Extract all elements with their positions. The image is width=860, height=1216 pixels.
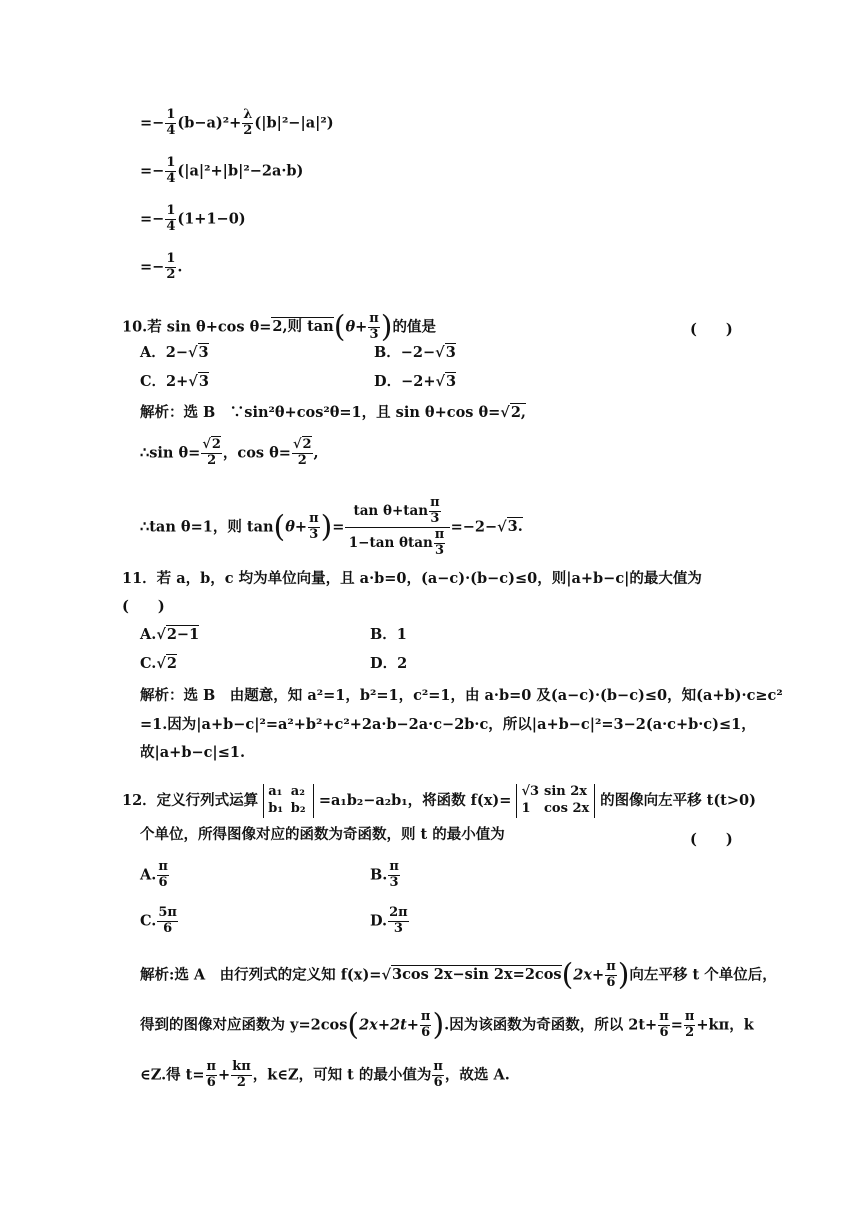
determinant-matrix: √3 sin 2x 1 cos 2x xyxy=(516,784,595,818)
q11-option-c[interactable]: C.√2 xyxy=(140,655,177,672)
q10-option-c[interactable]: C．2+√3 xyxy=(140,373,209,390)
q12-stem: 12．定义行列式运算 a₁ a₂ b₁ b₂ =a₁b₂−a₂b₁，将函数 f(x)= √3 sin 2x 1 cos 2x 的图像向左平移 t(t>0) xyxy=(122,784,756,816)
derivation-line-1 xyxy=(140,108,334,139)
text: (b−a)²+ xyxy=(177,114,242,132)
q10-answer-paren[interactable]: ( ) xyxy=(690,321,733,338)
text: =− xyxy=(140,114,165,132)
fraction: $\frac{1}{4}$ xyxy=(166,107,176,138)
q12-option-c[interactable]: C. $\frac{5\pi}{6}$ xyxy=(140,905,177,936)
q10-option-d[interactable]: D．−2+√3 xyxy=(374,373,457,390)
q10-solution-3: ∴tan θ=1，则 tan(θ+ $\frac{\pi}{3}$ )= tan θ+tan $\frac{\pi}{3}$ 1−tan θtan $\frac{\pi}{3}$ =−2−√3. xyxy=(140,495,523,558)
fraction: $\frac{1}{4}$ xyxy=(166,203,176,234)
q11-solution-1: 解析：选 B 由题意，知 a²=1，b²=1，c²=1，由 a·b=0 及(a−c)·(b−c)≤0，知(a+b)·c≥c² xyxy=(140,687,783,704)
q11-answer-paren[interactable]: ( ) xyxy=(122,598,165,615)
fraction: $\frac{\lambda}{2}$ xyxy=(243,107,253,138)
fraction: $\frac{1}{4}$ xyxy=(166,155,176,186)
q11-stem: 11．若 a，b，c 均为单位向量，且 a·b=0，(a−c)·(b−c)≤0，则|a+b−c|的最大值为 xyxy=(122,570,702,587)
fraction: $\frac{1}{2}$ xyxy=(166,251,176,282)
q10-stem: 10.若 sin θ+cos θ=2,则 tan(θ+ $\frac{\pi}{3}$ )的值是 xyxy=(122,309,436,345)
q11-option-a[interactable]: A.√2−1 xyxy=(140,626,200,643)
q12-answer-paren[interactable]: ( ) xyxy=(690,831,733,848)
q12-solution-1: 解析:选 A 由行列式的定义知 f(x)=√3cos 2x−sin 2x=2cos(2x+ $\frac{\pi}{6}$ )向左平移 t 个单位后， xyxy=(140,957,777,993)
text: (1+1−0) xyxy=(177,210,246,228)
q12-option-a[interactable]: A. $\frac{\pi}{6}$ xyxy=(140,859,168,890)
q12-stem-2: 个单位，所得图像对应的函数为奇函数，则 t 的最小值为 xyxy=(140,826,505,843)
q11-solution-3: 故|a+b−c|≤1. xyxy=(140,744,245,761)
derivation-line-3: =− $\frac{1}{4}$ (1+1−0) xyxy=(140,203,246,234)
derivation-line-4: =− $\frac{1}{2}$ . xyxy=(140,251,183,282)
determinant-definition: a₁ a₂ b₁ b₂ xyxy=(263,784,314,818)
text: (|a|²+|b|²−2a·b) xyxy=(177,162,304,180)
q12-option-d[interactable]: D. $\frac{2\pi}{3}$ xyxy=(370,905,408,936)
q11-option-b[interactable]: B．1 xyxy=(370,626,407,643)
derivation-line-2: =− $\frac{1}{4}$ (|a|²+|b|²−2a·b) xyxy=(140,155,304,186)
q12-solution-2: 得到的图像对应函数为 y=2cos(2x+2t+ $\frac{\pi}{6}$ ).因为该函数为奇函数，所以 2t+ $\frac{\pi}{6}$ = $\frac{\pi}{2}$ +kπ，k xyxy=(140,1007,754,1043)
q10-option-b[interactable]: B．−2−√3 xyxy=(374,344,456,361)
sqrt: 2,则 tan xyxy=(272,318,334,336)
q12-solution-3: ∈Z.得 t= $\frac{\pi}{6}$ + $\frac{k\pi}{2}$ ，k∈Z，可知 t 的最小值为 $\frac{\pi}{6}$ ，故选 A. xyxy=(140,1059,510,1090)
q10-solution-1: 解析：选 B ∵sin²θ+cos²θ=1，且 sin θ+cos θ=√2, xyxy=(140,404,526,421)
q11-solution-2: =1.因为|a+b−c|²=a²+b²+c²+2a·b−2a·c−2b·c，所以|a+b−c|²=3−2(a·c+b·c)≤1， xyxy=(140,716,756,733)
q10-solution-2: ∴sin θ= $\frac{√2}{2}$ ，cos θ= $\frac{√2}{2}$ , xyxy=(140,437,319,468)
text: (|b|²−|a|²) xyxy=(254,114,334,132)
q12-option-b[interactable]: B. $\frac{\pi}{3}$ xyxy=(370,859,399,890)
q10-option-a[interactable]: A．2−√3 xyxy=(140,344,209,361)
q11-option-d[interactable]: D．2 xyxy=(370,655,408,672)
